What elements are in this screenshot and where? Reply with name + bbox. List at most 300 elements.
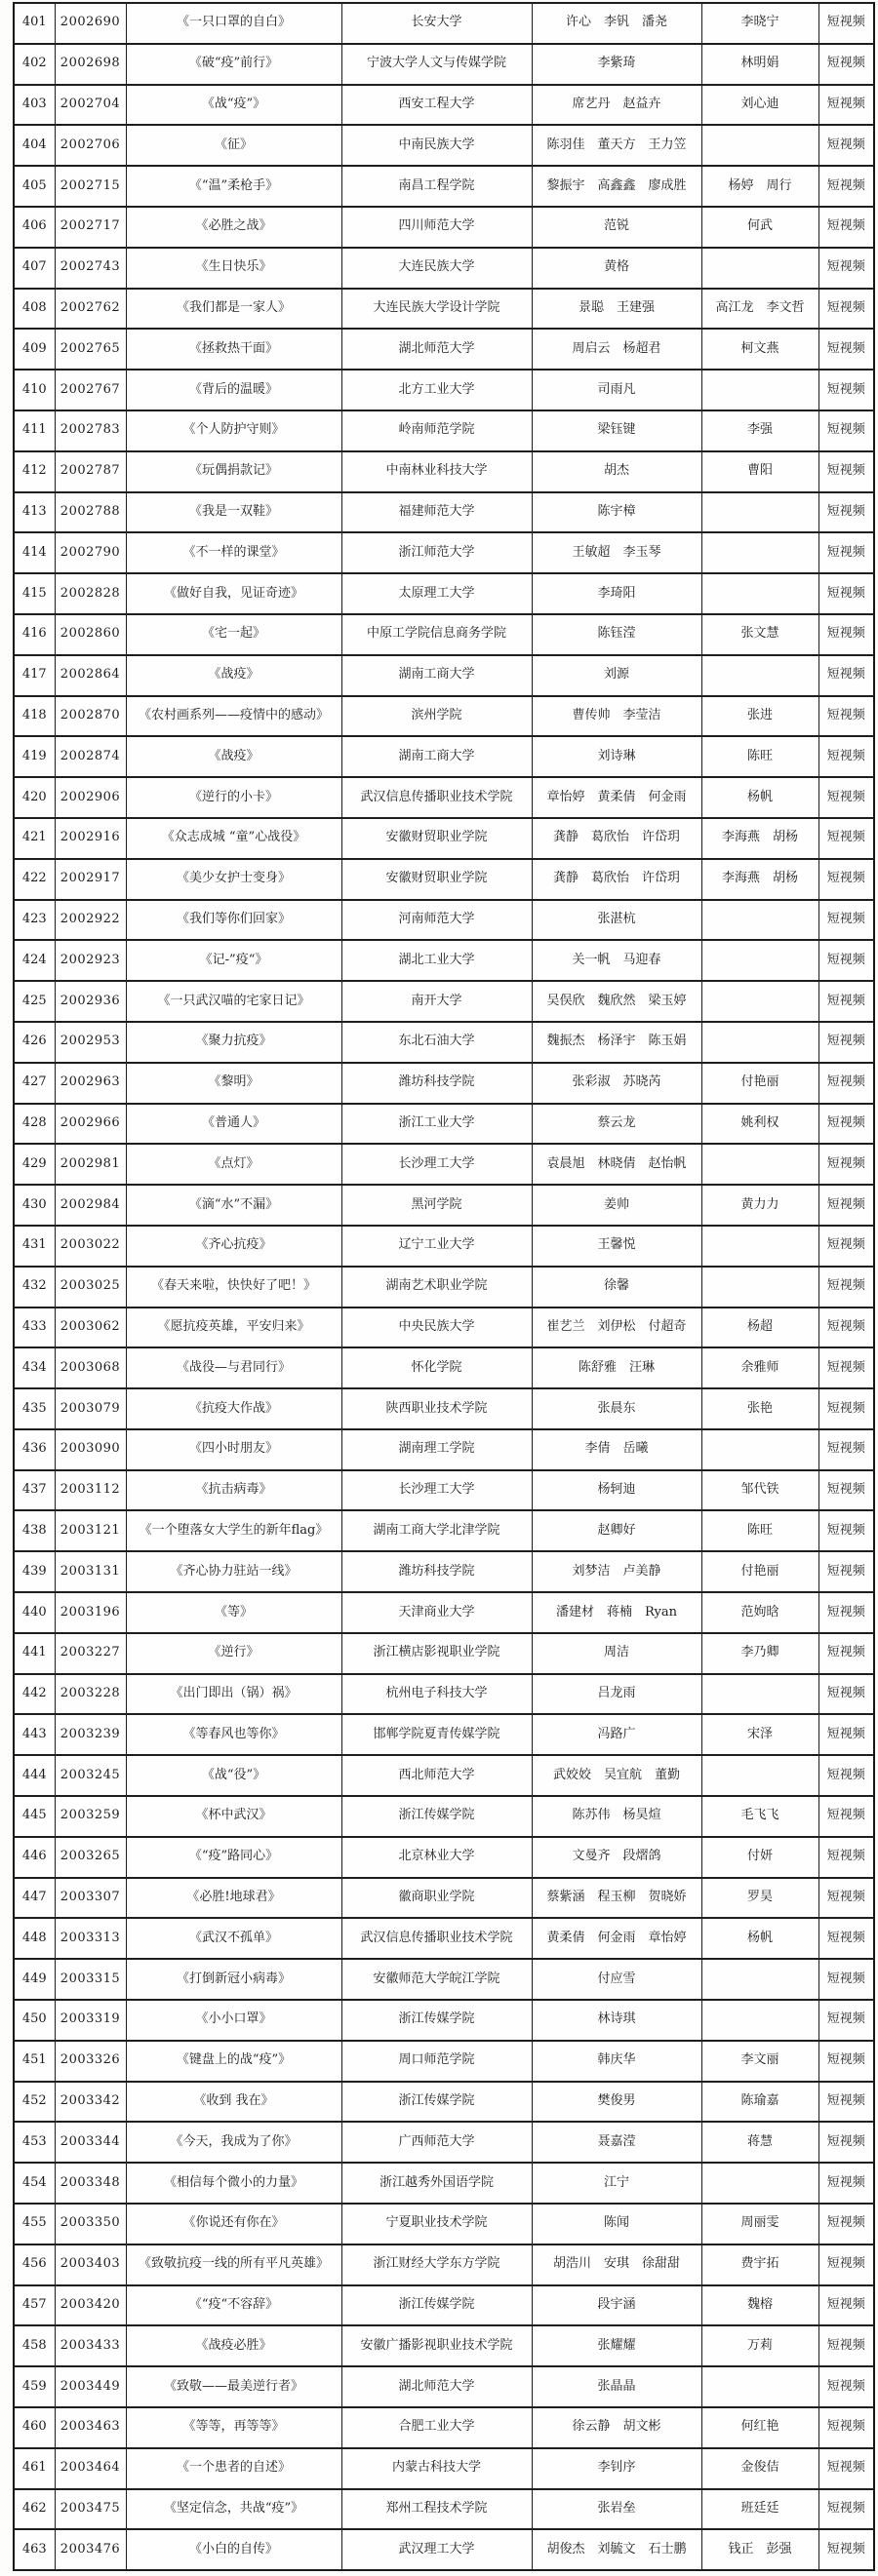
- table-row: [14, 207, 874, 248]
- table-row: [14, 736, 874, 777]
- entry-category-cell: 短视频: [818, 1755, 874, 1796]
- entry-title-cell: 《你说还有你在》: [126, 2204, 341, 2244]
- entry-title-cell: 《等等，再等等》: [126, 2407, 341, 2448]
- entry-instructors-cell: [701, 248, 818, 289]
- entry-authors-cell: 付应雪: [532, 1959, 701, 2000]
- entry-title-cell: 《我们都是一家人》: [126, 289, 341, 330]
- entry-title-cell: 《生日快乐》: [126, 248, 341, 289]
- entry-number-cell: 432: [14, 1267, 55, 1308]
- entry-id-cell: 2002870: [55, 696, 126, 737]
- entry-school-cell: 合肥工业大学: [341, 2407, 532, 2448]
- table-row: [14, 1470, 874, 1511]
- entry-authors-cell: 刘梦洁 卢美静: [532, 1551, 701, 1592]
- entry-number-cell: 434: [14, 1347, 55, 1388]
- entry-title-cell: 《四小时朋友》: [126, 1429, 341, 1470]
- entry-title-cell: 《致敬——最美逆行者》: [126, 2366, 341, 2407]
- entry-authors-cell: 冯路广: [532, 1714, 701, 1755]
- entry-school-cell: 武汉信息传播职业技术学院: [341, 777, 532, 818]
- entry-authors-cell: 章怡婷 黄柔倩 何金雨: [532, 777, 701, 818]
- table-row: [14, 1429, 874, 1470]
- entry-school-cell: 郑州工程技术学院: [341, 2489, 532, 2530]
- entry-category-cell: 短视频: [818, 1388, 874, 1429]
- entry-number-cell: 416: [14, 614, 55, 655]
- entry-id-cell: 2003228: [55, 1674, 126, 1715]
- entry-id-cell: 2003062: [55, 1308, 126, 1348]
- entry-number-cell: 452: [14, 2082, 55, 2123]
- entry-category-cell: 短视频: [818, 1674, 874, 1715]
- entry-instructors-cell: [701, 532, 818, 573]
- entry-category-cell: 短视频: [818, 1837, 874, 1878]
- entry-school-cell: 邯郸学院夏青传媒学院: [341, 1714, 532, 1755]
- table-row: [14, 1144, 874, 1185]
- entry-number-cell: 459: [14, 2366, 55, 2407]
- entry-authors-cell: 杨轲迪: [532, 1470, 701, 1511]
- entry-category-cell: 短视频: [818, 1022, 874, 1063]
- entry-category-cell: 短视频: [818, 1267, 874, 1308]
- table-row: [14, 370, 874, 410]
- entry-category-cell: 短视频: [818, 1714, 874, 1755]
- table-row: [14, 2082, 874, 2123]
- entry-instructors-cell: 李晓宁: [701, 3, 818, 44]
- entry-id-cell: 2003433: [55, 2325, 126, 2366]
- entry-title-cell: 《战疫必胜》: [126, 2325, 341, 2366]
- entry-instructors-cell: 毛飞飞: [701, 1796, 818, 1837]
- entry-instructors-cell: 周丽雯: [701, 2204, 818, 2244]
- table-row: [14, 3, 874, 44]
- entry-school-cell: 太原理工大学: [341, 573, 532, 614]
- entry-authors-cell: 李钊序: [532, 2448, 701, 2489]
- entry-school-cell: 怀化学院: [341, 1347, 532, 1388]
- entry-number-cell: 428: [14, 1104, 55, 1145]
- entry-number-cell: 402: [14, 44, 55, 85]
- entry-school-cell: 浙江师范大学: [341, 532, 532, 573]
- entry-authors-cell: 文曼齐 段熠鸽: [532, 1837, 701, 1878]
- entry-number-cell: 431: [14, 1226, 55, 1267]
- entry-number-cell: 461: [14, 2448, 55, 2489]
- entry-category-cell: 短视频: [818, 940, 874, 981]
- entry-title-cell: 《做好自我，见证奇迹》: [126, 573, 341, 614]
- entry-category-cell: 短视频: [818, 370, 874, 410]
- entry-category-cell: 短视频: [818, 85, 874, 126]
- entry-school-cell: 浙江越秀外国语学院: [341, 2163, 532, 2204]
- entry-id-cell: 2002984: [55, 1185, 126, 1226]
- entry-authors-cell: 聂嘉滢: [532, 2122, 701, 2163]
- entry-authors-cell: 刘诗琳: [532, 736, 701, 777]
- entry-school-cell: 武汉理工大学: [341, 2529, 532, 2570]
- entry-instructors-cell: 曹阳: [701, 451, 818, 492]
- entry-instructors-cell: 万莉: [701, 2325, 818, 2366]
- entry-school-cell: 徽商职业学院: [341, 1878, 532, 1919]
- entry-school-cell: 潍坊科技学院: [341, 1063, 532, 1104]
- entry-id-cell: 2002828: [55, 573, 126, 614]
- entry-authors-cell: 胡俊杰 刘毓文 石士鹏: [532, 2529, 701, 2570]
- entry-category-cell: 短视频: [818, 289, 874, 330]
- entry-id-cell: 2002787: [55, 451, 126, 492]
- entry-authors-cell: 龚静 葛欣怡 许岱玥: [532, 859, 701, 900]
- entry-school-cell: 福建师范大学: [341, 492, 532, 533]
- entry-school-cell: 浙江工业大学: [341, 1104, 532, 1145]
- entry-id-cell: 2003131: [55, 1551, 126, 1592]
- table-row: [14, 859, 874, 900]
- entry-instructors-cell: 金俊佶: [701, 2448, 818, 2489]
- entry-authors-cell: 徐云静 胡文彬: [532, 2407, 701, 2448]
- entry-category-cell: 短视频: [818, 1592, 874, 1633]
- entry-school-cell: 潍坊科技学院: [341, 1551, 532, 1592]
- entry-title-cell: 《黎明》: [126, 1063, 341, 1104]
- table-row: [14, 1714, 874, 1755]
- entry-instructors-cell: [701, 1959, 818, 2000]
- entry-title-cell: 《齐心协力驻站一线》: [126, 1551, 341, 1592]
- entry-id-cell: 2002906: [55, 777, 126, 818]
- entry-instructors-cell: 李海燕 胡杨: [701, 859, 818, 900]
- entry-category-cell: 短视频: [818, 207, 874, 248]
- entry-title-cell: 《抗击病毒》: [126, 1470, 341, 1511]
- entry-id-cell: 2003265: [55, 1837, 126, 1878]
- entry-category-cell: 短视频: [818, 2325, 874, 2366]
- entry-title-cell: 《逆行的小卡》: [126, 777, 341, 818]
- entry-authors-cell: 胡浩川 安琪 徐甜甜: [532, 2244, 701, 2285]
- table-row: [14, 2244, 874, 2285]
- entry-school-cell: 湖北工业大学: [341, 940, 532, 981]
- entry-authors-cell: 陈苏伟 杨昊煊: [532, 1796, 701, 1837]
- entry-id-cell: 2003449: [55, 2366, 126, 2407]
- entry-number-cell: 425: [14, 981, 55, 1022]
- entry-title-cell: 《等》: [126, 1592, 341, 1633]
- entry-id-cell: 2003348: [55, 2163, 126, 2204]
- entry-instructors-cell: [701, 1429, 818, 1470]
- entry-school-cell: 湖南艺术职业学院: [341, 1267, 532, 1308]
- entry-category-cell: 短视频: [818, 736, 874, 777]
- entry-title-cell: 《点灯》: [126, 1144, 341, 1185]
- entry-authors-cell: 陈钰滢: [532, 614, 701, 655]
- entry-school-cell: 中南民族大学: [341, 125, 532, 166]
- entry-authors-cell: 潘建材 蒋楠 Ryan: [532, 1592, 701, 1633]
- entry-number-cell: 421: [14, 818, 55, 859]
- entry-authors-cell: 关一帆 马迎春: [532, 940, 701, 981]
- entry-number-cell: 462: [14, 2489, 55, 2530]
- entry-number-cell: 406: [14, 207, 55, 248]
- entry-number-cell: 444: [14, 1755, 55, 1796]
- table-row: [14, 1918, 874, 1959]
- entry-category-cell: 短视频: [818, 1510, 874, 1551]
- entry-category-cell: 短视频: [818, 2366, 874, 2407]
- table-row: [14, 2325, 874, 2366]
- table-row: [14, 1388, 874, 1429]
- entry-category-cell: 短视频: [818, 1551, 874, 1592]
- entry-title-cell: 《出门即出（锅）祸》: [126, 1674, 341, 1715]
- entry-id-cell: 2002953: [55, 1022, 126, 1063]
- entry-instructors-cell: [701, 2163, 818, 2204]
- entry-id-cell: 2003350: [55, 2204, 126, 2244]
- entry-number-cell: 436: [14, 1429, 55, 1470]
- entry-category-cell: 短视频: [818, 777, 874, 818]
- entry-id-cell: 2002917: [55, 859, 126, 900]
- entry-number-cell: 454: [14, 2163, 55, 2204]
- entry-school-cell: 北京林业大学: [341, 1837, 532, 1878]
- entry-number-cell: 408: [14, 289, 55, 330]
- table-row: [14, 492, 874, 533]
- entry-instructors-cell: 宋泽: [701, 1714, 818, 1755]
- entry-id-cell: 2002783: [55, 410, 126, 451]
- entry-number-cell: 437: [14, 1470, 55, 1511]
- entry-number-cell: 455: [14, 2204, 55, 2244]
- entry-title-cell: 《滴“水”不漏》: [126, 1185, 341, 1226]
- entry-instructors-cell: 班廷廷: [701, 2489, 818, 2530]
- entry-category-cell: 短视频: [818, 492, 874, 533]
- entry-category-cell: 短视频: [818, 696, 874, 737]
- entry-title-cell: 《春天来啦，快快好了吧！》: [126, 1267, 341, 1308]
- entry-instructors-cell: 付艳丽: [701, 1063, 818, 1104]
- entry-category-cell: 短视频: [818, 818, 874, 859]
- entry-id-cell: 2002706: [55, 125, 126, 166]
- entry-authors-cell: 武姣姣 吴宜航 董勤: [532, 1755, 701, 1796]
- entry-authors-cell: 姜帅: [532, 1185, 701, 1226]
- entry-school-cell: 湖南工商大学: [341, 736, 532, 777]
- entry-authors-cell: 王馨悦: [532, 1226, 701, 1267]
- entry-authors-cell: 黄格: [532, 248, 701, 289]
- entry-school-cell: 四川师范大学: [341, 207, 532, 248]
- table-row: [14, 1185, 874, 1226]
- entry-number-cell: 445: [14, 1796, 55, 1837]
- entry-authors-cell: 魏振杰 杨泽宇 陈玉娟: [532, 1022, 701, 1063]
- table-row: [14, 1347, 874, 1388]
- table-row: [14, 1959, 874, 2000]
- entry-school-cell: 杭州电子科技大学: [341, 1674, 532, 1715]
- entry-id-cell: 2003476: [55, 2529, 126, 2570]
- entry-category-cell: 短视频: [818, 859, 874, 900]
- entry-id-cell: 2003245: [55, 1755, 126, 1796]
- entry-id-cell: 2002788: [55, 492, 126, 533]
- entry-title-cell: 《征》: [126, 125, 341, 166]
- entry-category-cell: 短视频: [818, 125, 874, 166]
- entry-id-cell: 2002698: [55, 44, 126, 85]
- entry-instructors-cell: 杨帆: [701, 1918, 818, 1959]
- entry-school-cell: 南昌工程学院: [341, 166, 532, 207]
- table-row: [14, 2489, 874, 2530]
- entry-id-cell: 2002922: [55, 900, 126, 941]
- entry-category-cell: 短视频: [818, 1470, 874, 1511]
- table-row: [14, 532, 874, 573]
- entry-number-cell: 427: [14, 1063, 55, 1104]
- entry-instructors-cell: 李乃卿: [701, 1633, 818, 1674]
- entry-authors-cell: 张晶晶: [532, 2366, 701, 2407]
- entry-school-cell: 南开大学: [341, 981, 532, 1022]
- entry-authors-cell: 胡杰: [532, 451, 701, 492]
- entry-title-cell: 《美少女护士变身》: [126, 859, 341, 900]
- entry-instructors-cell: 杨帆: [701, 777, 818, 818]
- entry-school-cell: 北方工业大学: [341, 370, 532, 410]
- entry-category-cell: 短视频: [818, 981, 874, 1022]
- entry-authors-cell: 李倩 岳曦: [532, 1429, 701, 1470]
- entry-category-cell: 短视频: [818, 614, 874, 655]
- entry-authors-cell: 崔艺兰 刘伊松 付超奇: [532, 1308, 701, 1348]
- table-row: [14, 2285, 874, 2326]
- entry-school-cell: 中原工学院信息商务学院: [341, 614, 532, 655]
- entry-instructors-cell: [701, 1022, 818, 1063]
- entry-instructors-cell: 范姁晗: [701, 1592, 818, 1633]
- entry-number-cell: 442: [14, 1674, 55, 1715]
- entry-instructors-cell: 高江龙 李文哲: [701, 289, 818, 330]
- entry-title-cell: 《玩偶捐款记》: [126, 451, 341, 492]
- entry-title-cell: 《打倒新冠小病毒》: [126, 1959, 341, 2000]
- entry-number-cell: 443: [14, 1714, 55, 1755]
- entry-number-cell: 438: [14, 1510, 55, 1551]
- entry-instructors-cell: [701, 2366, 818, 2407]
- entry-school-cell: 中南林业科技大学: [341, 451, 532, 492]
- entry-authors-cell: 吴俣欣 魏欣然 梁玉婷: [532, 981, 701, 1022]
- entry-id-cell: 2003259: [55, 1796, 126, 1837]
- entry-authors-cell: 梁钰键: [532, 410, 701, 451]
- entry-title-cell: 《逆行》: [126, 1633, 341, 1674]
- table-row: [14, 2529, 874, 2570]
- entry-authors-cell: 蔡云龙: [532, 1104, 701, 1145]
- entry-number-cell: 446: [14, 1837, 55, 1878]
- entry-category-cell: 短视频: [818, 410, 874, 451]
- entry-school-cell: 岭南师范学院: [341, 410, 532, 451]
- entry-title-cell: 《等春风也等你》: [126, 1714, 341, 1755]
- table-row: [14, 1267, 874, 1308]
- entry-id-cell: 2003112: [55, 1470, 126, 1511]
- entry-title-cell: 《战“疫”》: [126, 85, 341, 126]
- entry-school-cell: 滨州学院: [341, 696, 532, 737]
- entry-instructors-cell: 何红艳: [701, 2407, 818, 2448]
- entry-id-cell: 2003475: [55, 2489, 126, 2530]
- entry-number-cell: 435: [14, 1388, 55, 1429]
- table-row: [14, 85, 874, 126]
- table-row: [14, 573, 874, 614]
- entry-instructors-cell: 蒋慧: [701, 2122, 818, 2163]
- entries-table-body: [14, 3, 874, 2570]
- table-row: [14, 166, 874, 207]
- table-row: [14, 451, 874, 492]
- entry-title-cell: 《拯救热干面》: [126, 329, 341, 370]
- entry-instructors-cell: [701, 1755, 818, 1796]
- entry-authors-cell: 龚静 葛欣怡 许岱玥: [532, 818, 701, 859]
- entry-authors-cell: 张岩垒: [532, 2489, 701, 2530]
- entry-authors-cell: 陈闻: [532, 2204, 701, 2244]
- entry-title-cell: 《一只武汉喵的宅家日记》: [126, 981, 341, 1022]
- table-row: [14, 1878, 874, 1919]
- entry-instructors-cell: 李强: [701, 410, 818, 451]
- entry-authors-cell: 张彩淑 苏晓芮: [532, 1063, 701, 1104]
- entry-id-cell: 2003403: [55, 2244, 126, 2285]
- entry-id-cell: 2003319: [55, 2000, 126, 2041]
- entry-school-cell: 湖南工商大学: [341, 655, 532, 696]
- entry-instructors-cell: [701, 370, 818, 410]
- entry-number-cell: 413: [14, 492, 55, 533]
- entry-instructors-cell: 陈瑜嘉: [701, 2082, 818, 2123]
- entry-authors-cell: 周启云 杨超君: [532, 329, 701, 370]
- table-row: [14, 696, 874, 737]
- entry-category-cell: 短视频: [818, 2529, 874, 2570]
- entry-number-cell: 401: [14, 3, 55, 44]
- entry-number-cell: 441: [14, 1633, 55, 1674]
- entry-school-cell: 周口师范学院: [341, 2041, 532, 2082]
- entry-title-cell: 《一个患者的自述》: [126, 2448, 341, 2489]
- entry-instructors-cell: 费宇拓: [701, 2244, 818, 2285]
- entry-title-cell: 《愿抗疫英雄，平安归来》: [126, 1308, 341, 1348]
- table-row: [14, 940, 874, 981]
- entry-title-cell: 《“疫“不容辞》: [126, 2285, 341, 2326]
- entry-instructors-cell: [701, 1226, 818, 1267]
- table-row: [14, 2163, 874, 2204]
- entry-school-cell: 浙江传媒学院: [341, 1796, 532, 1837]
- entry-school-cell: 黑河学院: [341, 1185, 532, 1226]
- entry-authors-cell: 韩庆华: [532, 2041, 701, 2082]
- table-row: [14, 2366, 874, 2407]
- entry-id-cell: 2002936: [55, 981, 126, 1022]
- entry-number-cell: 430: [14, 1185, 55, 1226]
- table-row: [14, 1063, 874, 1104]
- table-row: [14, 1308, 874, 1348]
- entry-number-cell: 404: [14, 125, 55, 166]
- entry-authors-cell: 吕龙雨: [532, 1674, 701, 1715]
- entry-id-cell: 2002690: [55, 3, 126, 44]
- entry-school-cell: 河南师范大学: [341, 900, 532, 941]
- entry-authors-cell: 许心 李钒 潘尧: [532, 3, 701, 44]
- entry-id-cell: 2003464: [55, 2448, 126, 2489]
- entry-authors-cell: 司雨凡: [532, 370, 701, 410]
- entry-number-cell: 463: [14, 2529, 55, 2570]
- entry-number-cell: 456: [14, 2244, 55, 2285]
- entry-id-cell: 2003090: [55, 1429, 126, 1470]
- entry-authors-cell: 张耀耀: [532, 2325, 701, 2366]
- entry-number-cell: 409: [14, 329, 55, 370]
- entry-instructors-cell: 陈旺: [701, 736, 818, 777]
- entry-id-cell: 2002704: [55, 85, 126, 126]
- entry-title-cell: 《众志成城 “童”心战役》: [126, 818, 341, 859]
- entry-school-cell: 长沙理工大学: [341, 1470, 532, 1511]
- entry-id-cell: 2003227: [55, 1633, 126, 1674]
- entry-authors-cell: 王敏超 李玉琴: [532, 532, 701, 573]
- entry-instructors-cell: 刘心迪: [701, 85, 818, 126]
- entry-title-cell: 《“疫”路同心》: [126, 1837, 341, 1878]
- entry-number-cell: 403: [14, 85, 55, 126]
- entry-id-cell: 2003121: [55, 1510, 126, 1551]
- entry-authors-cell: 曹传帅 李莹洁: [532, 696, 701, 737]
- entry-school-cell: 天津商业大学: [341, 1592, 532, 1633]
- table-row: [14, 900, 874, 941]
- entry-category-cell: 短视频: [818, 1796, 874, 1837]
- entry-instructors-cell: 付妍: [701, 1837, 818, 1878]
- entry-id-cell: 2002790: [55, 532, 126, 573]
- entry-instructors-cell: 陈旺: [701, 1510, 818, 1551]
- entry-id-cell: 2002860: [55, 614, 126, 655]
- entry-number-cell: 423: [14, 900, 55, 941]
- entry-school-cell: 浙江财经大学东方学院: [341, 2244, 532, 2285]
- entry-number-cell: 411: [14, 410, 55, 451]
- entry-title-cell: 《小白的自传》: [126, 2529, 341, 2570]
- entry-authors-cell: 江宁: [532, 2163, 701, 2204]
- entry-id-cell: 2002963: [55, 1063, 126, 1104]
- entry-title-cell: 《必胜之战》: [126, 207, 341, 248]
- entry-school-cell: 长安大学: [341, 3, 532, 44]
- entry-category-cell: 短视频: [818, 2122, 874, 2163]
- table-row: [14, 1510, 874, 1551]
- entry-instructors-cell: 付艳丽: [701, 1551, 818, 1592]
- entry-category-cell: 短视频: [818, 1144, 874, 1185]
- entry-school-cell: 长沙理工大学: [341, 1144, 532, 1185]
- entry-instructors-cell: 黄力力: [701, 1185, 818, 1226]
- entry-title-cell: 《收到 我在》: [126, 2082, 341, 2123]
- entry-category-cell: 短视频: [818, 2244, 874, 2285]
- entry-id-cell: 2003239: [55, 1714, 126, 1755]
- entry-instructors-cell: 杨婷 周行: [701, 166, 818, 207]
- entry-category-cell: 短视频: [818, 1226, 874, 1267]
- entry-number-cell: 451: [14, 2041, 55, 2082]
- entry-number-cell: 449: [14, 1959, 55, 2000]
- entry-category-cell: 短视频: [818, 532, 874, 573]
